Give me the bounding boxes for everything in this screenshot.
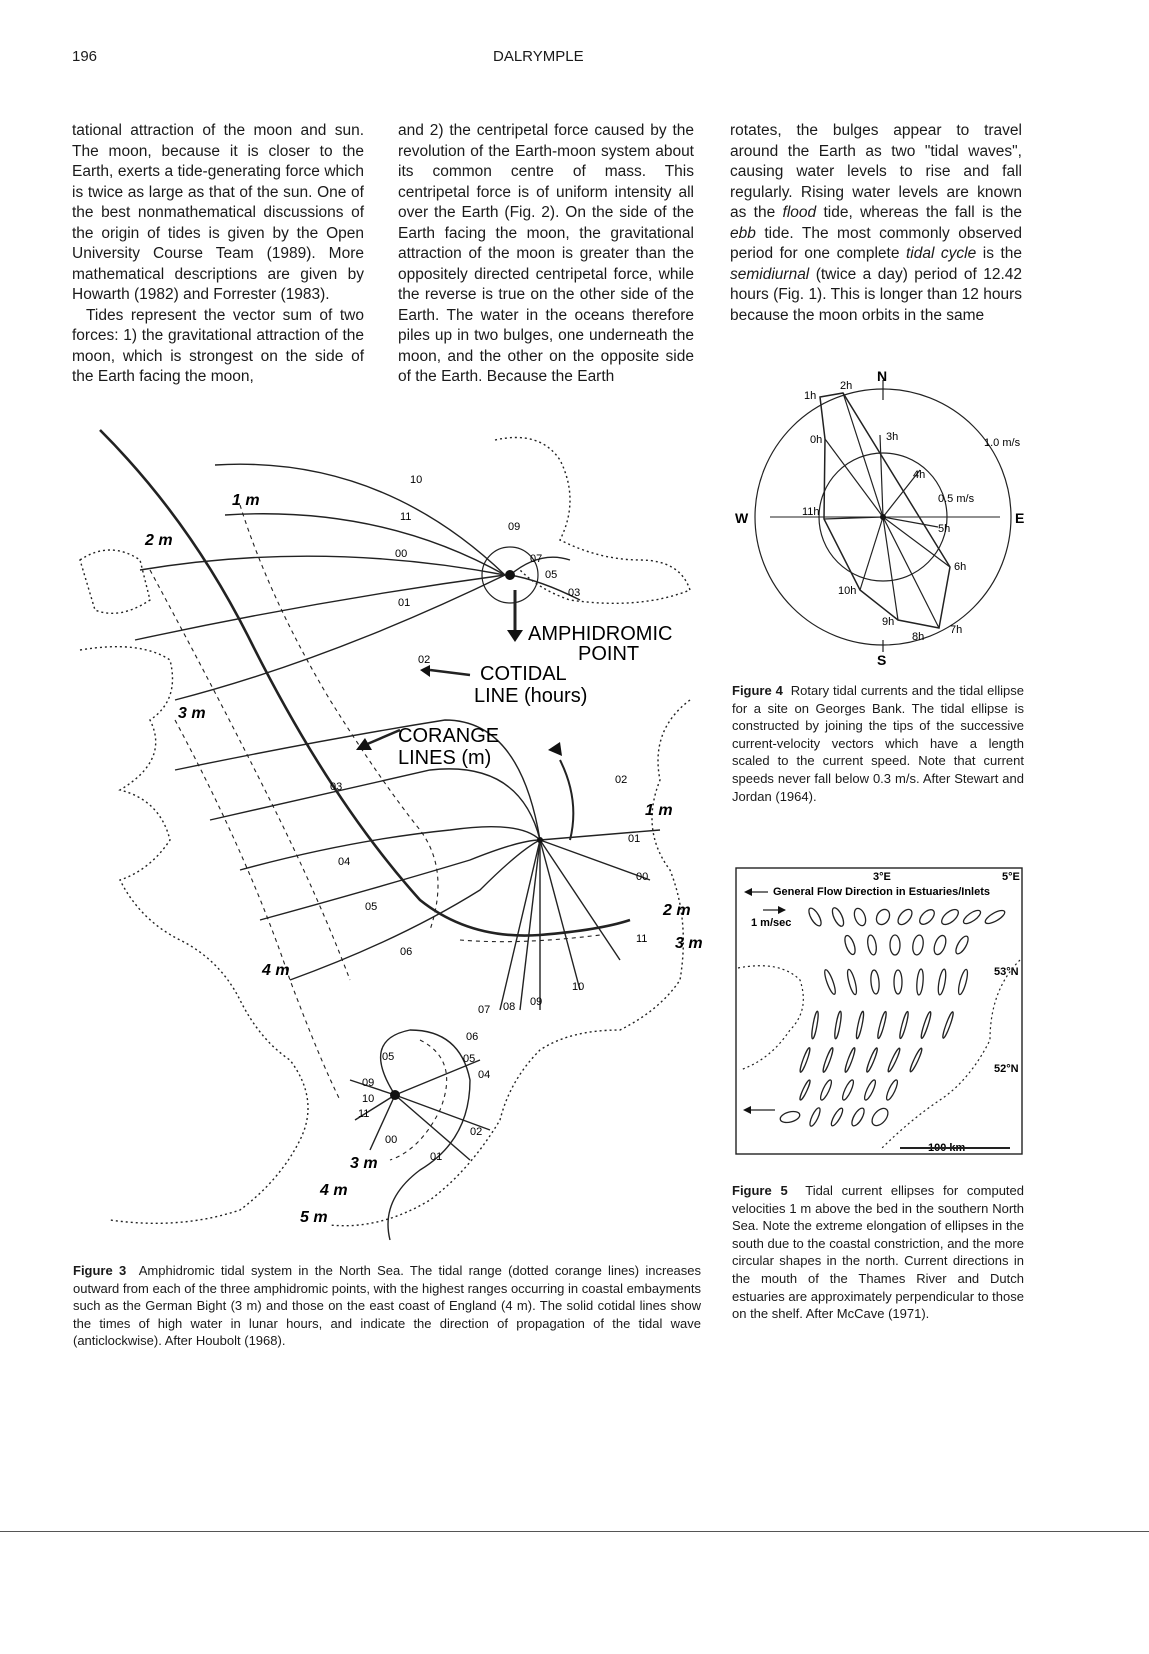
compass-e: E: [1015, 510, 1025, 526]
cotidal-hour-label: 04: [338, 856, 351, 868]
lon-label: 3°E: [873, 871, 891, 883]
paragraph: Tides represent the vector sum of two forces: 1) the gravitational attraction of the moon, which is strongest on the side of the Earth facing the moon,: [72, 306, 364, 385]
figure3-caption: [73, 1262, 701, 1350]
cotidal-hour-label: 05: [463, 1053, 476, 1065]
current-ellipse: [869, 1105, 891, 1128]
cotidal-hour-label: 05: [365, 901, 378, 913]
cotidal-hour-label: 06: [400, 946, 413, 958]
legend-flow: General Flow Direction in Estuaries/Inlets: [773, 886, 991, 898]
corange-label: 1 m: [645, 802, 673, 819]
cotidal-line: [540, 840, 620, 960]
current-ellipse: [834, 1011, 843, 1039]
current-ellipse: [865, 1047, 878, 1073]
arrowhead-icon: [420, 665, 430, 677]
hour-label: 9h: [882, 616, 895, 628]
compass-w: W: [735, 510, 749, 526]
current-ellipse: [808, 1107, 822, 1128]
current-ellipse: [939, 907, 961, 928]
cotidal-hour-label: 04: [478, 1069, 491, 1081]
cotidal-hour-label: 02: [470, 1126, 483, 1138]
label-amphidromic: AMPHIDROMIC: [528, 623, 673, 645]
corange-label: 3 m: [675, 935, 703, 952]
cotidal-hour-label: 10: [410, 474, 423, 486]
coastline-continent: [330, 700, 690, 1226]
current-ellipse: [829, 1107, 844, 1127]
cotidal-hour-label: 11: [636, 933, 648, 945]
current-ellipse: [819, 1079, 834, 1101]
current-ellipse: [811, 1011, 820, 1039]
coastline-england: [80, 647, 308, 1224]
current-ellipse: [957, 969, 970, 996]
corange-line-dotted: [175, 720, 343, 1100]
current-ellipse: [909, 1047, 924, 1072]
bottom-rule: [0, 1531, 1149, 1532]
compass-n: N: [877, 368, 888, 384]
arrowhead-icon: [507, 630, 523, 642]
cotidal-hour-label: 01: [430, 1151, 443, 1163]
scale-label: 0.5 m/s: [938, 493, 975, 505]
arrowhead-icon: [548, 742, 562, 756]
speed-arrow-icon: [778, 906, 786, 914]
cotidal-hour-label: 09: [362, 1077, 375, 1089]
body-column-3: [730, 121, 1022, 326]
body-column-1: [72, 121, 364, 388]
current-ellipse: [917, 907, 937, 927]
legend-arrow-icon: [744, 888, 752, 896]
current-ellipse: [799, 1079, 812, 1101]
cotidal-hour-label: 00: [395, 548, 408, 560]
amphidromic-point-marker: [390, 1090, 400, 1100]
scale-distance: 100 km: [928, 1142, 966, 1154]
corange-label: 1 m: [232, 492, 260, 509]
hour-label: 2h: [840, 380, 853, 392]
cotidal-line: [260, 840, 540, 920]
corange-pointer-arrow: [560, 760, 573, 840]
current-ellipse: [844, 1047, 857, 1073]
paragraph: rotates, the bulges appear to travel around the Earth as two "tidal waves", causing water levels to rise and fall regularly. Rising water levels are known as the flood tide, whereas the fall is the ebb tide. The most commonly observed period for one complete tidal cycle is the semidiurnal (twice a day) period of 12.42 hours (Fig. 1). This is longer than 12 hours because the moon orbits in the same: [730, 122, 1023, 324]
current-ellipse: [920, 1011, 932, 1039]
velocity-vector: [843, 393, 883, 517]
current-ellipse: [855, 1011, 865, 1039]
hour-label: 10h: [838, 585, 857, 597]
current-ellipse: [962, 908, 983, 926]
paragraph: tational attraction of the moon and sun. The moon, because it is closer to the Earth, exerts a tide-generating force which is twice as large as that of the sun. One of the best nonmathematical discussions of the origin of tides is given by the Open University Course Team (1989). More mathematical descriptions are given by Howarth (1982) and Forrester (1983).: [72, 122, 364, 303]
lat-label: 53°N: [994, 966, 1019, 978]
origin-marker: [880, 514, 886, 520]
current-ellipse: [876, 1011, 887, 1039]
cotidal-line: [540, 840, 580, 990]
cotidal-line: [225, 514, 505, 575]
current-ellipse: [916, 969, 924, 995]
label-line-hours: LINE (hours): [474, 685, 588, 707]
figure-label: Figure 3: [73, 1263, 127, 1278]
current-ellipse: [830, 906, 846, 928]
hour-label: 0h: [810, 434, 823, 446]
cotidal-hour-label: 01: [398, 597, 411, 609]
current-ellipse: [941, 1011, 954, 1039]
cotidal-hour-label: 03: [568, 587, 581, 599]
current-ellipse: [807, 906, 824, 927]
current-ellipse: [799, 1047, 812, 1073]
current-ellipse: [866, 934, 877, 955]
cotidal-hour-label: 08: [503, 1001, 516, 1013]
current-ellipse: [932, 934, 948, 956]
cotidal-hour-label: 00: [636, 871, 649, 883]
corange-line-dotted: [390, 1040, 447, 1160]
cotidal-line: [135, 575, 505, 640]
current-ellipse: [822, 1047, 835, 1073]
cotidal-hour-label: 09: [530, 996, 543, 1008]
coastline-england: [738, 966, 803, 1070]
compass-s: S: [877, 652, 887, 668]
label-corange: CORANGE: [398, 725, 500, 747]
page-number: 196: [72, 48, 98, 65]
cotidal-hour-label: 00: [385, 1134, 398, 1146]
velocity-vector: [860, 517, 883, 590]
cotidal-hour-label: 11: [400, 511, 412, 523]
cotidal-hour-label: 03: [330, 781, 343, 793]
velocity-vector: [883, 517, 938, 527]
current-ellipse: [863, 1079, 878, 1101]
caption-text: Tidal current ellipses for computed velocities 1 m above the bed in the southern North Sea. Note the extreme elongation of ellipses in the south due to the coastal constriction, and the more circular shapes in the north. Current directions in the mouth of the Thames River and Dutch estuaries are approximately perpendicular to those on the shelf. After McCave (1971).: [732, 1183, 1025, 1322]
cotidal-line: [140, 556, 505, 575]
amphidromic-point-marker: [537, 837, 543, 843]
cotidal-hour-label: 06: [466, 1031, 479, 1043]
current-ellipse: [898, 1011, 909, 1039]
cotidal-line: [395, 1060, 480, 1095]
cotidal-hour-label: 09: [508, 521, 521, 533]
hour-label: 3h: [886, 431, 899, 443]
cotidal-hour-label: 05: [545, 569, 558, 581]
figure3-map: [75, 420, 705, 1250]
cotidal-line: [540, 840, 650, 880]
current-ellipse: [779, 1110, 801, 1125]
figure-label: Figure 4: [732, 683, 783, 698]
corange-line-dotted: [150, 570, 350, 980]
body-column-2: [398, 121, 694, 388]
figure-label: Figure 5: [732, 1183, 788, 1198]
corange-label: 4 m: [262, 962, 290, 979]
figure4-tidal-ellipse: [730, 360, 1050, 670]
current-ellipse: [890, 935, 900, 955]
cotidal-hour-label: 05: [382, 1051, 395, 1063]
cotidal-hour-label: 02: [418, 654, 431, 666]
cotidal-hour-label: 07: [530, 553, 543, 565]
hour-label: 1h: [804, 390, 817, 402]
label-lines-m: LINES (m): [398, 747, 492, 769]
label-point: POINT: [578, 643, 640, 665]
corange-label: 5 m: [300, 1209, 328, 1226]
velocity-vector: [825, 439, 883, 517]
caption-text: Amphidromic tidal system in the North Sea. The tidal range (dotted corange lines) increases outward from each of the three amphidromic points, with the highest ranges occurring in coastal embayments such as the German Bight (3 m) and those on the east coast of England (4 m). The solid cotidal lines show the times of high water in lunar hours, and indicate the direction of propagation of the tidal wave (anticlockwise). After Houbolt (1968).: [73, 1263, 702, 1349]
scale-speed: 1 m/sec: [751, 917, 792, 929]
cotidal-hour-label: 10: [572, 981, 585, 993]
cotidal-hour-label: 07: [478, 1004, 491, 1016]
cotidal-line: [540, 830, 660, 840]
figure4-caption: [732, 682, 1024, 805]
coastline: [80, 550, 150, 613]
figure5-ellipse-map: [734, 866, 1026, 1158]
cotidal-line: [395, 1095, 490, 1130]
current-ellipse: [954, 934, 971, 955]
current-ellipse: [983, 908, 1006, 926]
current-ellipse: [885, 1079, 900, 1101]
hour-label: 6h: [954, 561, 967, 573]
running-title: DALRYMPLE: [493, 48, 584, 65]
current-ellipse: [870, 970, 880, 995]
corange-label: 3 m: [350, 1155, 378, 1172]
corange-label: 4 m: [320, 1182, 348, 1199]
current-ellipse: [894, 970, 902, 994]
corange-label: 2 m: [145, 532, 173, 549]
caption-text: Rotary tidal currents and the tidal ellipse for a site on Georges Bank. The tidal ellipse is constructed by joining the tips of the successive current-velocity vectors which have a length scaled to the current speed. Note that current speeds never fall below 0.3 m/s. After Stewart and Jordan (1964).: [732, 683, 1024, 804]
figure5-caption: [732, 1182, 1024, 1323]
corange-label: 3 m: [178, 705, 206, 722]
amphidromic-point-marker: [505, 570, 515, 580]
current-ellipse: [841, 1079, 856, 1101]
cotidal-hour-label: 02: [615, 774, 628, 786]
cotidal-hour-label: 10: [362, 1093, 375, 1105]
current-ellipse: [887, 1047, 902, 1072]
current-ellipse: [911, 934, 924, 955]
current-ellipse: [823, 969, 838, 995]
paragraph: and 2) the centripetal force caused by the revolution of the Earth-moon system about its common centre of mass. This centripetal force is of uniform intensity all over the Earth (Fig. 2). On the side of the Earth facing the moon, the gravitational attraction of the moon is greater than the oppositely directed centripetal force, while the reverse is true on the other side of the Earth. The water in the oceans therefore piles up in two bulges, one underneath the moon, and the other on the opposite side of the Earth. Because the Earth: [398, 122, 694, 385]
current-ellipse: [874, 907, 892, 927]
current-ellipse: [895, 907, 914, 927]
label-cotidal: COTIDAL: [480, 663, 567, 685]
current-ellipse: [852, 907, 868, 927]
velocity-vector: [880, 435, 883, 517]
lon-label: 5°E: [1002, 871, 1020, 883]
current-ellipse: [850, 1106, 867, 1127]
hour-label: 11h: [802, 506, 820, 518]
hour-label: 7h: [950, 624, 963, 636]
hour-label: 8h: [912, 631, 925, 643]
flow-arrow-icon: [743, 1106, 751, 1114]
current-ellipse: [846, 969, 859, 996]
cotidal-pointer-arrow: [430, 670, 470, 675]
current-ellipse: [937, 969, 947, 996]
cotidal-line: [290, 840, 540, 980]
cotidal-hour-label: 11: [358, 1108, 370, 1120]
hour-label: 4h: [913, 469, 926, 481]
current-ellipse: [843, 934, 857, 956]
hour-label: 5h: [938, 523, 951, 535]
cotidal-line: [520, 840, 543, 1010]
lat-label: 52°N: [994, 1063, 1019, 1075]
cotidal-hour-label: 01: [628, 833, 641, 845]
corange-label: 2 m: [663, 902, 691, 919]
scale-label: 1.0 m/s: [984, 437, 1021, 449]
